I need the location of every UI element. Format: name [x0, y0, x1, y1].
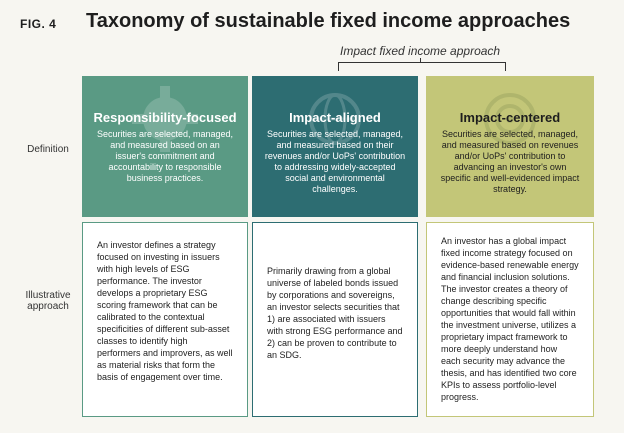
row-label-definition: Definition — [27, 144, 69, 155]
illustrative-cell-impact-centered — [426, 222, 594, 417]
definition-text: Securities are selected, managed, and measured based on their revenues and/or UoPs' contribution to addressing widely-accepted social and environmental challenges. — [264, 129, 406, 194]
impact-bracket — [338, 62, 506, 71]
definition-cell-responsibility-focused — [82, 76, 248, 217]
definition-cell-impact-centered — [426, 76, 594, 217]
definition-cell-impact-aligned — [252, 76, 418, 217]
page-title: Taxonomy of sustainable fixed income approaches — [86, 10, 571, 32]
illustrative-cell-responsibility-focused — [82, 222, 248, 417]
illustrative-cell-impact-aligned — [252, 222, 418, 417]
impact-group-label: Impact fixed income approach — [340, 44, 501, 58]
column-title: Responsibility-focused — [93, 110, 237, 125]
column-title: Impact-aligned — [289, 110, 381, 125]
figure-label: FIG. 4 — [20, 17, 57, 31]
definition-text: Securities are selected, managed, and measured based on an issuer's commitment and accountability to responsible business practices. — [96, 129, 234, 183]
illustrative-text: An investor defines a strategy focused on investing in issuers with high levels of ESG performance. The investor develops a proprietary ESG scoring framework that can be calibrated to the contextual specificities of different sub-asset classes to identify high performers and improvers, as well as material risks that form the basis of engagement over time. — [97, 240, 233, 382]
illustrative-text: An investor has a global impact fixed income strategy focused on evidence-based renewable energy and financial inclusion solutions. The investor creates a theory of change describing specific opportunities that would fall within the investment universe, utilizes a proprietary impact framework to more deeply understand how each security may advance the thesis, and has identified two core KPIs to assess portfolio-level progress. — [441, 236, 579, 402]
column-title: Impact-centered — [459, 110, 561, 125]
illustrative-text: Primarily drawing from a global universe of labeled bonds issued by corporations and sovereigns, an investor selects securities that 1) are associated with issuers with strong ESG performance and 2) can be proven to contribute to an SDG. — [267, 266, 403, 360]
row-label-illustrative: Illustrative approach — [25, 290, 71, 312]
definition-text: Securities are selected, managed, and measured based on revenues and/or UoPs' contribution to advancing an investor's own specific and well-evidenced impact strategy. — [440, 129, 580, 194]
